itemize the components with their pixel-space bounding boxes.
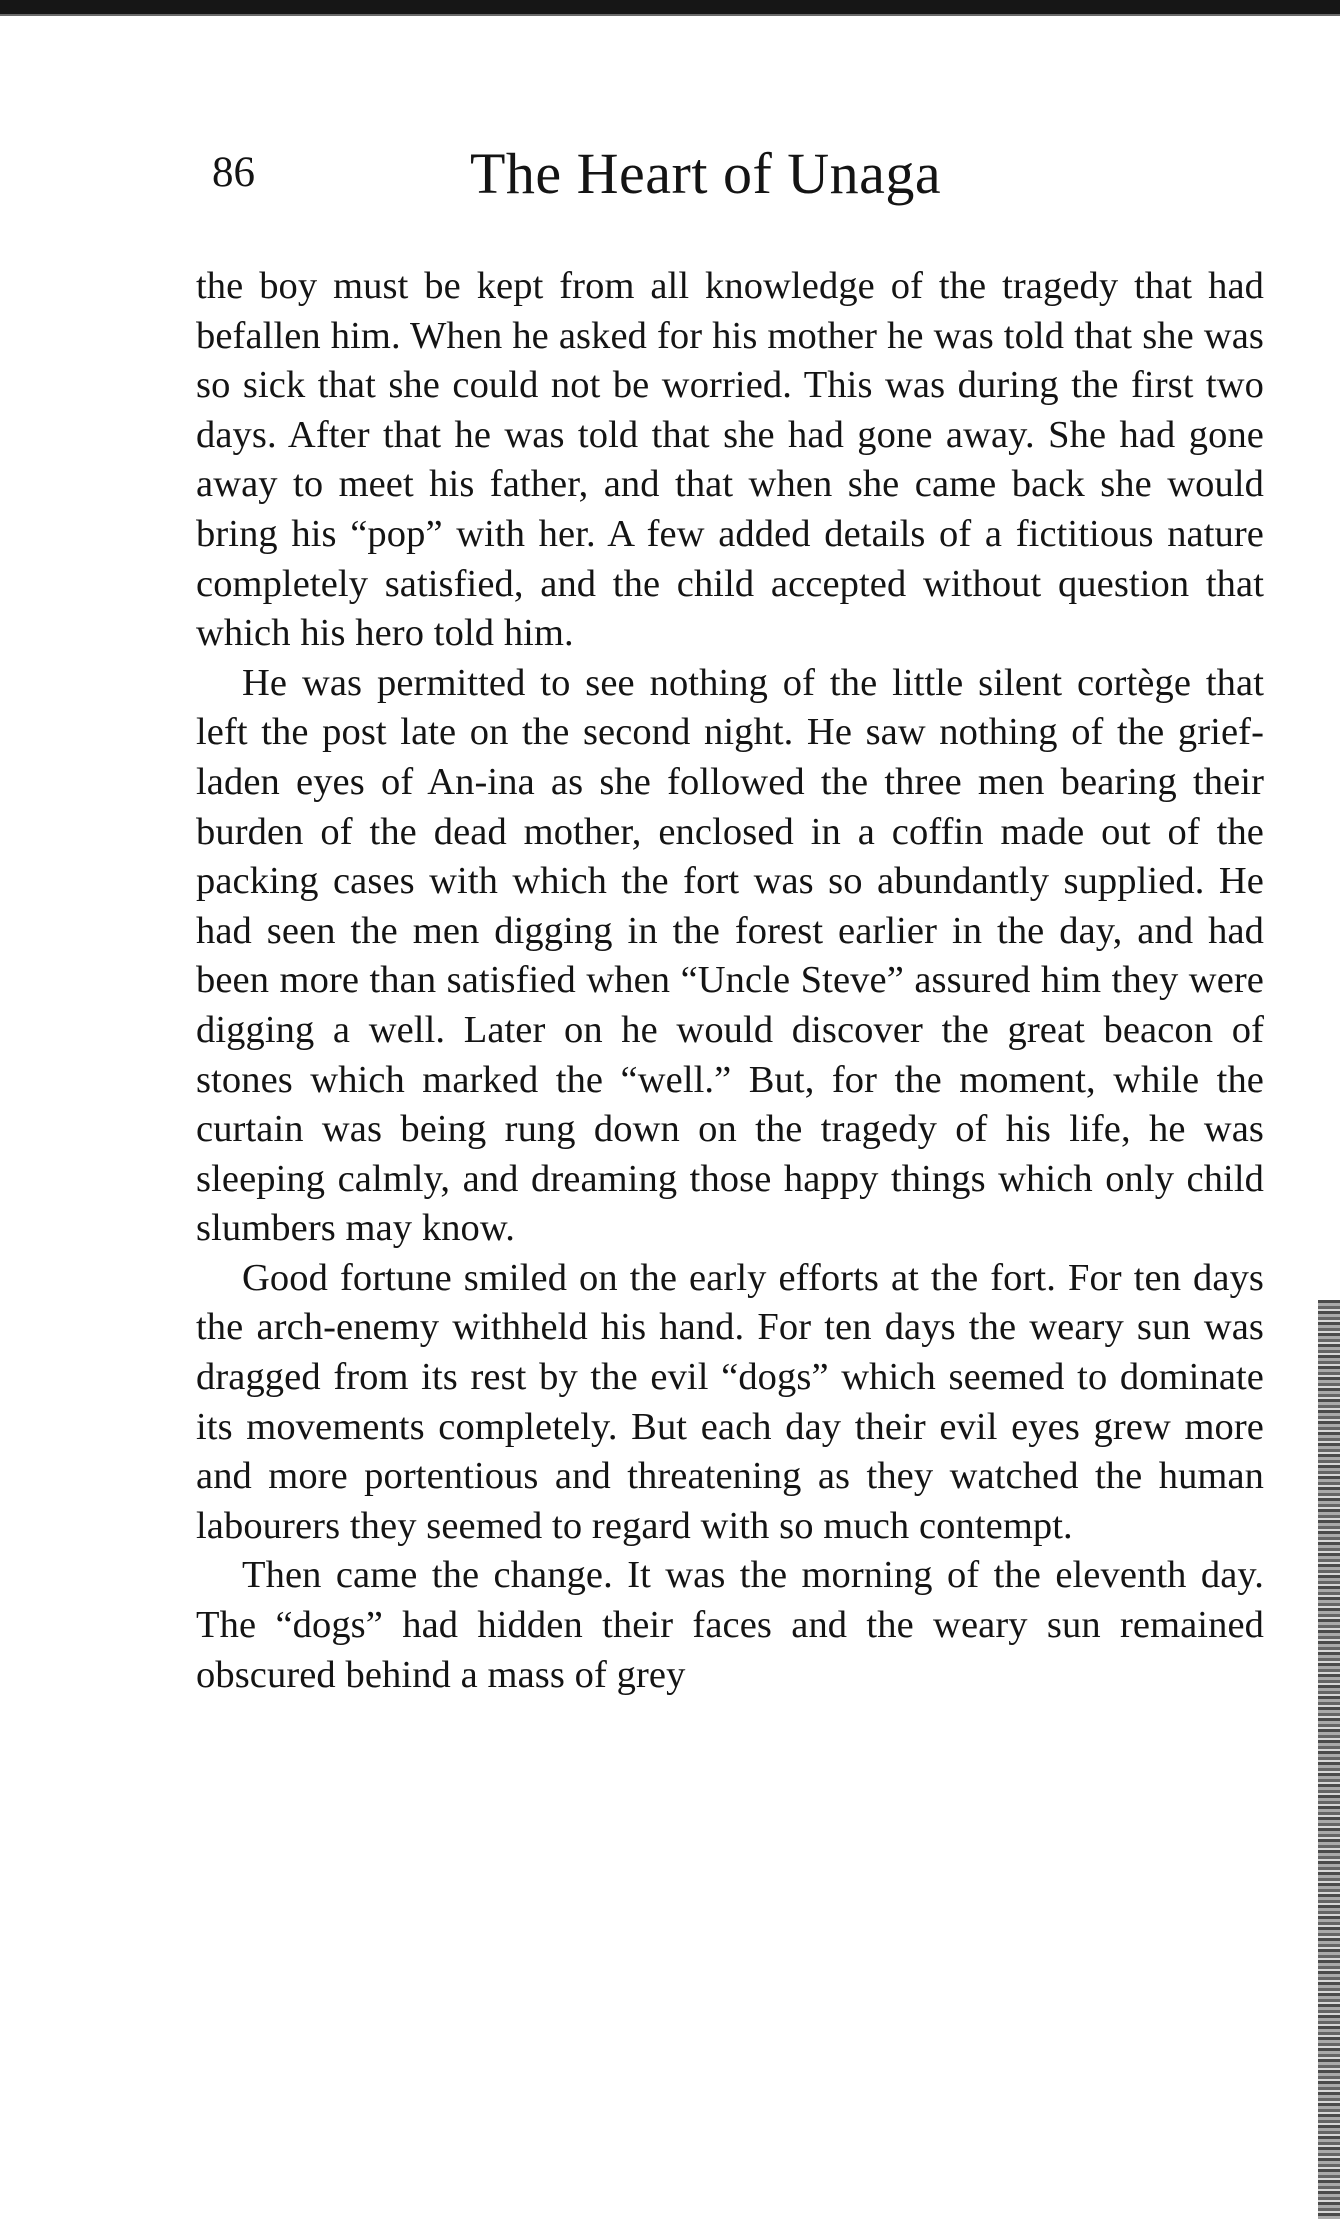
paragraph-1: the boy must be kept from all knowledge of the tragedy that had befallen him. When he asked for his mother he was told that she was so sick that she could not be worried. This was during the first two days. After that he was told that she had gone away. She had gone away to meet his father, and that when she came back she would bring his “pop” with her. A few added details of a fictitious nature completely satisfied, and the child accepted without question that which his hero told him. — [196, 265, 1264, 655]
body-text — [196, 262, 1264, 1700]
paragraph-3: Good fortune smiled on the early efforts at the fort. For ten days the arch-enemy withheld his hand. For ten days the weary sun was dragged from its rest by the evil “dogs” which seemed to dominate its movements completely. But each day their evil eyes grew more and more portentious and threatening as they watched the human labourers they seemed to regard with so much contempt. — [196, 1256, 1264, 1547]
running-title: The Heart of Unaga — [470, 141, 942, 206]
top-border-rule — [0, 0, 1340, 14]
top-border-shadow — [0, 14, 1340, 16]
page-edge-shadow — [1318, 1300, 1340, 2219]
paragraph-4: Then came the change. It was the morning of the eleventh day. The “dogs” had hidden their faces and the weary sun remained obscured behind a mass of grey — [196, 1554, 1264, 1696]
page-number: 86 — [212, 149, 255, 196]
paragraph-2: He was permitted to see nothing of the little silent cortège that left the post late on the second night. He saw nothing of the grief-laden eyes of An-ina as she followed the three men bearing their burden of the dead mother, enclosed in a coffin made out of the packing cases with which the fort was so abundantly supplied. He had seen the men digging in the forest earlier in the day, and had been more than satisfied when “Uncle Steve” assured him they were digging a well. Later on he would discover the great beacon of stones which marked the “well.” But, for the moment, while the curtain was being rung down on the tragedy of his life, he was sleeping calmly, and dreaming those happy things which only child slumbers may know. — [196, 661, 1264, 1250]
running-head — [212, 140, 1052, 220]
